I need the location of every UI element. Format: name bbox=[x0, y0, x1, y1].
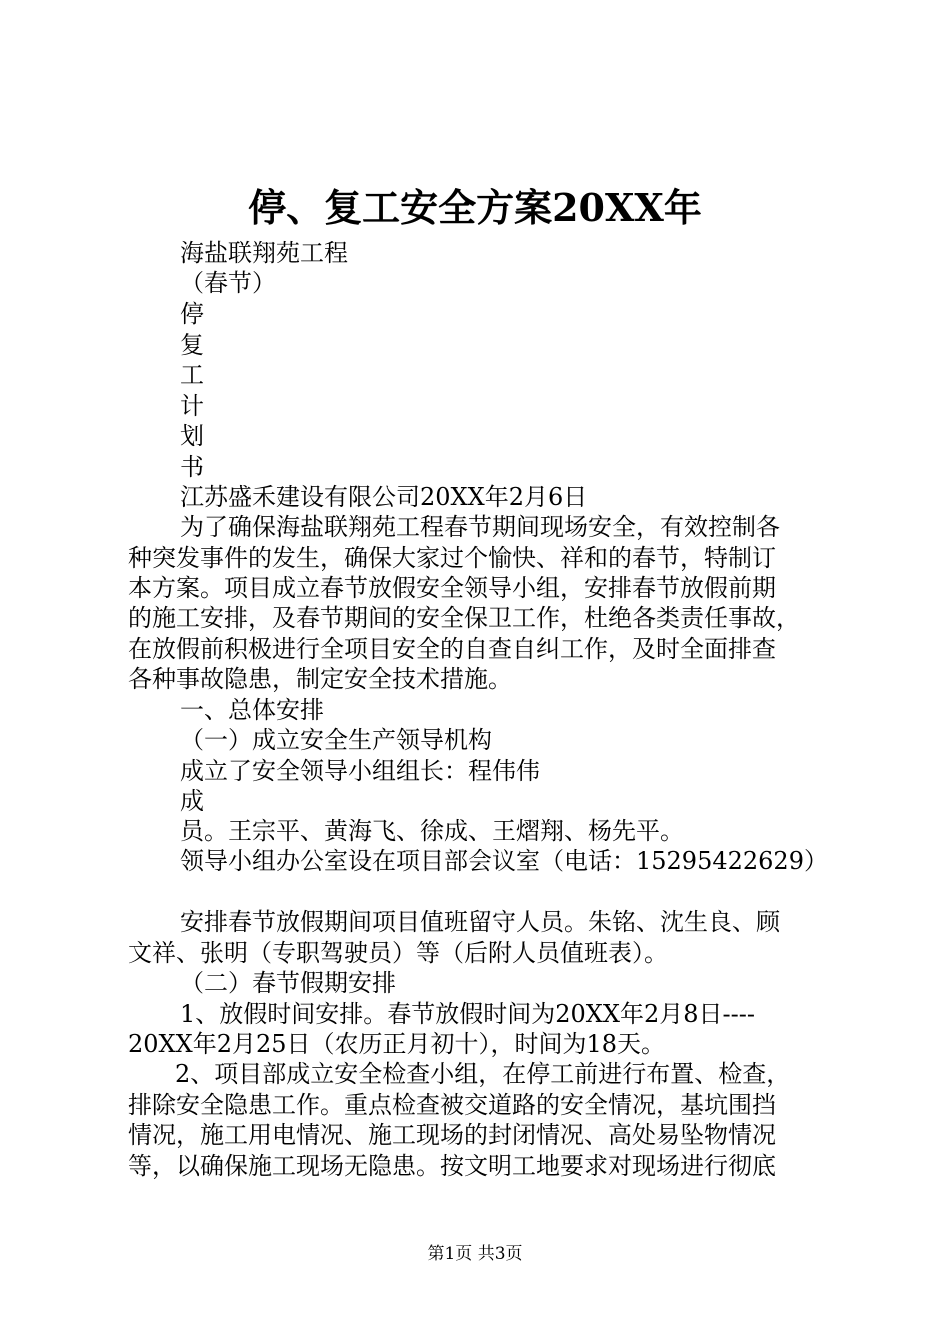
paragraph-line: 2、项目部成立安全检查小组，在停工前进行布置、检查， bbox=[175, 1060, 791, 1088]
vertical-title-char: 计 bbox=[180, 392, 204, 420]
paragraph-line: 20XX年2月25日（农历正月初十），时间为18天。 bbox=[128, 1030, 666, 1058]
paragraph-line: 种突发事件的发生，确保大家过个愉快、祥和的春节，特制订 bbox=[128, 544, 776, 572]
subsection-heading: （一）成立安全生产领导机构 bbox=[180, 726, 492, 754]
subsection-heading: （二）春节假期安排 bbox=[180, 969, 396, 997]
office-phone-line: 领导小组办公室设在项目部会议室（电话：15295422629） bbox=[180, 847, 828, 875]
paragraph-line: 为了确保海盐联翔苑工程春节期间现场安全，有效控制各 bbox=[180, 513, 780, 541]
leader-line: 成立了安全领导小组组长：程伟伟 bbox=[180, 757, 540, 785]
paragraph-line: 等，以确保施工现场无隐患。按文明工地要求对现场进行彻底 bbox=[128, 1152, 776, 1180]
page-footer: 第1页 共3页 bbox=[427, 1244, 523, 1264]
section-heading: 一、总体安排 bbox=[180, 696, 324, 724]
paragraph-line: 文祥、张明（专职驾驶员）等（后附人员值班表）。 bbox=[128, 939, 668, 967]
vertical-title-char: 划 bbox=[180, 422, 204, 450]
vertical-title-char: 停 bbox=[180, 300, 204, 328]
project-name-line: 海盐联翔苑工程 bbox=[180, 239, 348, 267]
paragraph-line: 在放假前积极进行全项目安全的自查自纠工作，及时全面排查 bbox=[128, 635, 776, 663]
paragraph-line: 的施工安排，及春节期间的安全保卫工作，杜绝各类责任事故， bbox=[128, 604, 800, 632]
document-title: 停、复工安全方案20XX年 bbox=[248, 185, 702, 230]
members-label-line: 成 bbox=[180, 787, 204, 815]
subtitle-line: （春节） bbox=[180, 269, 276, 297]
vertical-title-char: 工 bbox=[180, 361, 204, 389]
paragraph-line: 各种事故隐患，制定安全技术措施。 bbox=[128, 665, 512, 693]
paragraph-line: 本方案。项目成立春节放假安全领导小组，安排春节放假前期 bbox=[128, 574, 776, 602]
vertical-title-char: 复 bbox=[180, 331, 204, 359]
vertical-title-char: 书 bbox=[180, 453, 204, 481]
paragraph-line: 排除安全隐患工作。重点检查被交道路的安全情况，基坑围挡 bbox=[128, 1091, 776, 1119]
paragraph-line: 情况，施工用电情况、施工现场的封闭情况、高处易坠物情况 bbox=[128, 1121, 776, 1149]
paragraph-line: 1、放假时间安排。春节放假时间为20XX年2月8日---- bbox=[180, 1000, 755, 1028]
members-line: 员。王宗平、黄海飞、徐成、王熠翔、杨先平。 bbox=[180, 817, 684, 845]
paragraph-line: 安排春节放假期间项目值班留守人员。朱铭、沈生良、顾 bbox=[180, 908, 780, 936]
company-date-line: 江苏盛禾建设有限公司20XX年2月6日 bbox=[180, 483, 588, 511]
